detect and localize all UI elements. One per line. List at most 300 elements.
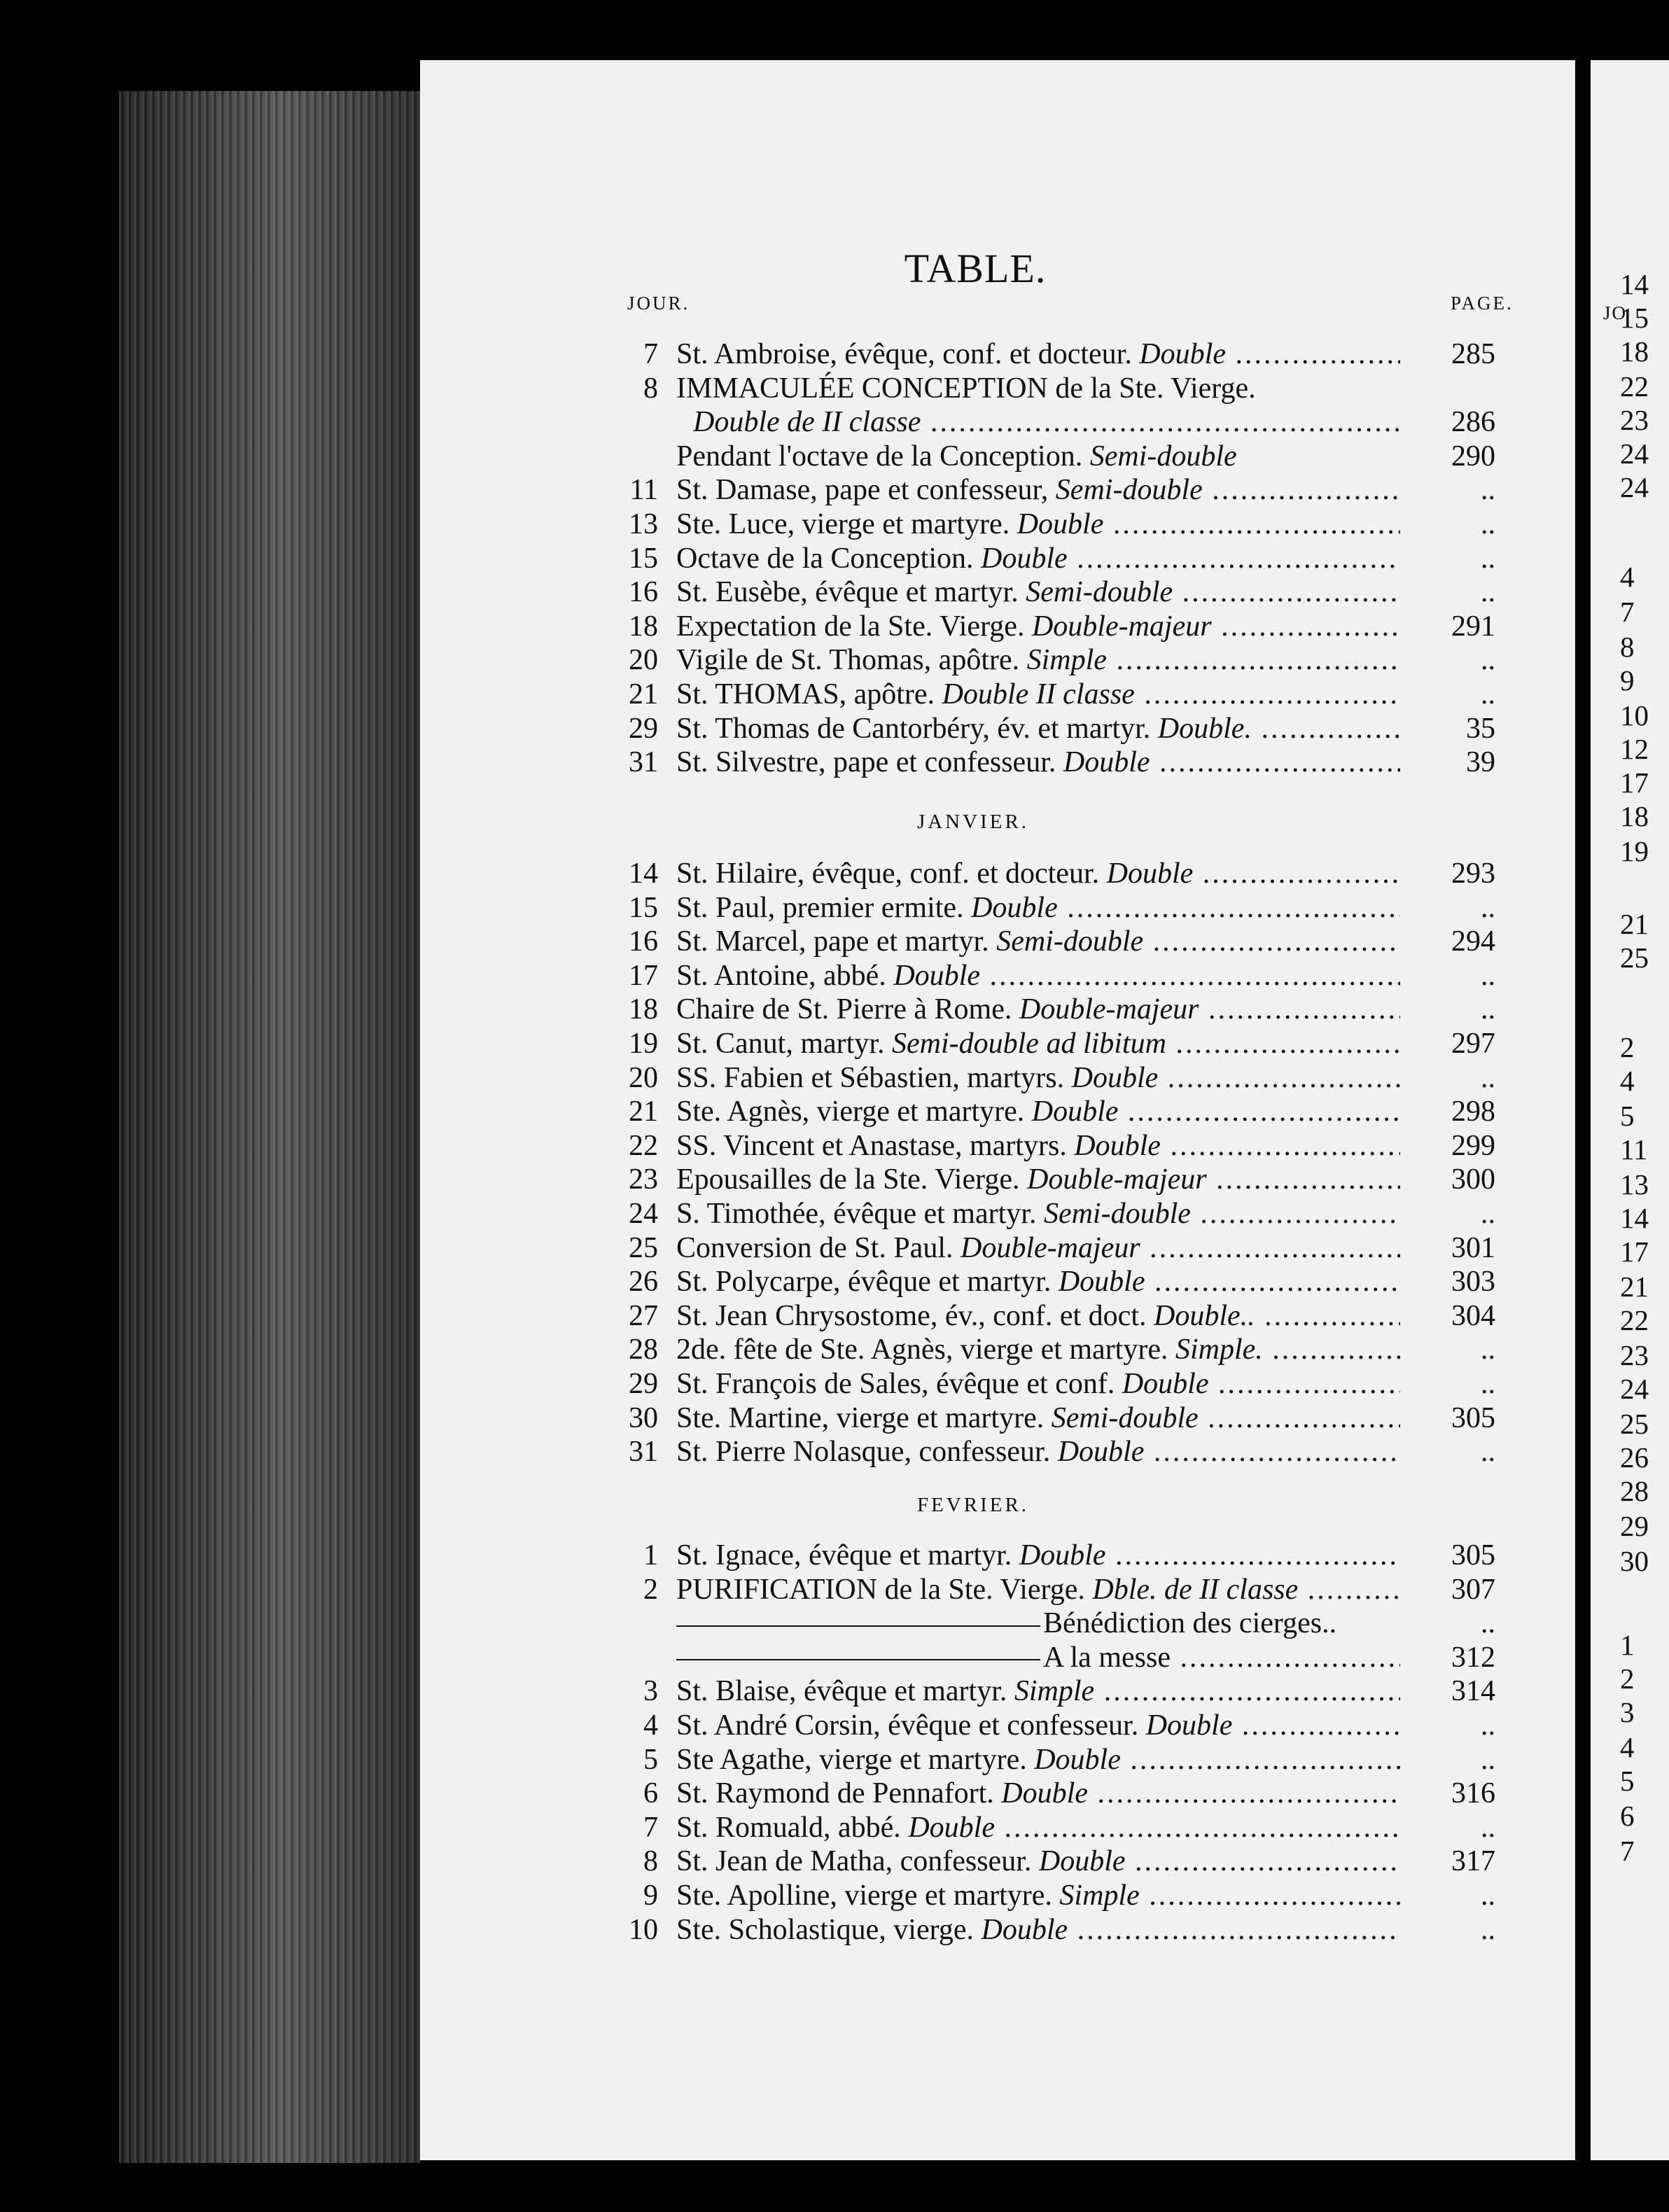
table-row xyxy=(616,1777,1498,1810)
adjacent-day-number: 3 xyxy=(1620,1696,1635,1728)
adjacent-day-number: 13 xyxy=(1620,1168,1649,1200)
entry-text xyxy=(676,1367,1400,1401)
entry-rank: Semi-double xyxy=(1051,1401,1199,1434)
entry-page: 316 xyxy=(1451,1777,1495,1810)
table-row xyxy=(616,1163,1498,1196)
entry-page: 291 xyxy=(1451,610,1495,643)
entry-name: 2de. fête de Ste. Agnès, vierge et martyre. xyxy=(676,1334,1168,1366)
adjacent-day-number: 21 xyxy=(1620,1270,1649,1303)
entry-text xyxy=(676,1674,1400,1708)
entry-text xyxy=(676,1743,1400,1777)
entry-rank: Simple xyxy=(1026,644,1107,677)
entry-name: Ste. Agnès, vierge et martyre. xyxy=(676,1096,1025,1128)
entry-text xyxy=(676,1299,1400,1333)
entry-text xyxy=(676,1844,1400,1878)
ditto-rule xyxy=(676,1659,1040,1660)
adjacent-day-number: 18 xyxy=(1620,800,1649,832)
adjacent-day-number: 30 xyxy=(1620,1545,1649,1577)
table-row xyxy=(616,1333,1498,1366)
entry-rank: Double xyxy=(1074,1129,1161,1162)
entry-name: Ste. Scholastique, vierge. xyxy=(676,1913,974,1946)
entry-name: Ste Agathe, vierge et martyre. xyxy=(676,1743,1027,1776)
entry-name: St. Jean Chrysostome, év., conf. et doct. xyxy=(676,1299,1147,1332)
entry-text xyxy=(676,1777,1400,1810)
entry-page: 285 xyxy=(1451,338,1495,370)
adjacent-day-number: 26 xyxy=(1620,1441,1649,1474)
entry-day: 1 xyxy=(643,1539,658,1572)
adjacent-day-number: 21 xyxy=(1620,908,1649,940)
entry-name: St. Paul, premier ermite. xyxy=(676,891,964,924)
table-row xyxy=(616,1879,1498,1912)
entry-name: St. Eusèbe, évêque et martyr. xyxy=(676,576,1019,609)
entry-text xyxy=(676,1539,1400,1572)
entry-page: .. xyxy=(1481,1334,1495,1366)
entry-rank: Double xyxy=(1034,1743,1121,1776)
adjacent-day-number: 17 xyxy=(1620,1236,1649,1268)
entry-day: 4 xyxy=(643,1709,658,1742)
table-row xyxy=(616,440,1498,473)
adjacent-day-number: 2 xyxy=(1620,1031,1635,1063)
entry-rank: Double-majeur xyxy=(1027,1163,1207,1196)
entry-rank: Double xyxy=(1106,858,1194,890)
entry-page: 294 xyxy=(1451,925,1495,958)
adjacent-day-number: 14 xyxy=(1620,268,1649,300)
table-row xyxy=(616,643,1498,677)
entry-name: St. Marcel, pape et martyr. xyxy=(676,925,989,958)
entry-rank: Double xyxy=(981,542,1068,575)
entry-rank: Double-majeur xyxy=(1031,610,1212,643)
entry-page: 303 xyxy=(1451,1266,1495,1298)
entry-text xyxy=(676,1231,1400,1265)
entry-day: 7 xyxy=(643,338,658,370)
entry-day: 23 xyxy=(629,1163,658,1196)
entry-text xyxy=(676,712,1400,746)
table-row xyxy=(616,1539,1498,1572)
adjacent-day-number: 24 xyxy=(1620,438,1649,470)
table-row xyxy=(616,925,1498,958)
entry-name: St. Polycarpe, évêque et martyr. xyxy=(676,1266,1052,1298)
page-title: TABLE. xyxy=(904,246,1047,291)
entry-text xyxy=(676,1709,1400,1742)
entry-page: .. xyxy=(1481,1198,1495,1230)
column-header-day: JOUR. xyxy=(627,293,690,314)
entry-day: 31 xyxy=(629,746,658,779)
entry-name: A la messe xyxy=(1043,1641,1171,1674)
entry-text xyxy=(676,1641,1400,1674)
entry-rank: Double. xyxy=(1157,712,1252,745)
entry-day: 29 xyxy=(629,712,658,745)
entry-rank: Semi-double ad libitum xyxy=(892,1028,1166,1060)
entry-text xyxy=(676,1163,1400,1196)
adjacent-day-number: 28 xyxy=(1620,1475,1649,1507)
entry-day: 25 xyxy=(629,1231,658,1264)
entry-day: 18 xyxy=(629,610,658,643)
entry-name: St. Silvestre, pape et confesseur. xyxy=(676,746,1056,779)
entry-rank: Double xyxy=(981,1913,1068,1946)
entry-rank: Double-majeur xyxy=(1019,993,1199,1026)
entry-page: 307 xyxy=(1451,1573,1495,1606)
month-heading: FEVRIER. xyxy=(916,1494,1030,1516)
adjacent-day-number: 4 xyxy=(1620,561,1635,593)
entry-page: 312 xyxy=(1451,1641,1495,1674)
entry-day: 2 xyxy=(643,1573,658,1606)
entry-page: .. xyxy=(1481,1879,1495,1912)
table-row xyxy=(616,959,1498,993)
entry-page: 39 xyxy=(1466,746,1495,779)
entry-day: 8 xyxy=(643,372,658,405)
entry-rank: Simple xyxy=(1059,1879,1140,1912)
table-row xyxy=(616,542,1498,575)
entry-rank: Semi-double xyxy=(1089,440,1237,472)
entry-rank: Double de II classe xyxy=(693,406,921,439)
entry-name: Epousailles de la Ste. Vierge. xyxy=(676,1163,1020,1196)
entry-text xyxy=(676,542,1400,575)
table-row xyxy=(616,1674,1498,1708)
entry-rank: Double II classe xyxy=(942,678,1135,710)
adjacent-day-number: 29 xyxy=(1620,1510,1649,1542)
entry-page: .. xyxy=(1481,508,1495,540)
entry-page: .. xyxy=(1481,891,1495,924)
entry-name: Vigile de St. Thomas, apôtre. xyxy=(676,644,1020,677)
table-row xyxy=(616,1061,1498,1095)
entry-page: .. xyxy=(1481,542,1495,575)
entry-day: 26 xyxy=(629,1266,658,1298)
entry-page: .. xyxy=(1481,1811,1495,1844)
entry-text xyxy=(676,1573,1400,1606)
entry-name: SS. Fabien et Sébastien, martyrs. xyxy=(676,1061,1065,1094)
entry-day: 21 xyxy=(629,678,658,710)
entry-day: 20 xyxy=(629,644,658,677)
adjacent-day-number: 24 xyxy=(1620,471,1649,503)
entry-text xyxy=(676,643,1400,677)
entry-page: .. xyxy=(1481,576,1495,609)
entry-day: 16 xyxy=(629,925,658,958)
adjacent-day-number: 11 xyxy=(1620,1133,1648,1166)
table-row xyxy=(616,372,1498,405)
entry-day: 8 xyxy=(643,1845,658,1878)
entry-rank: Double xyxy=(1031,1096,1119,1128)
table-row xyxy=(616,507,1498,541)
entry-day: 28 xyxy=(629,1334,658,1366)
entry-page: 305 xyxy=(1451,1539,1495,1572)
entry-page: 286 xyxy=(1451,406,1495,439)
entry-rank: Double-majeur xyxy=(961,1231,1140,1264)
entry-name: St. Blaise, évêque et martyr. xyxy=(676,1675,1007,1708)
entry-text xyxy=(676,337,1400,371)
table-row xyxy=(616,1231,1498,1265)
entry-name: St. Romuald, abbé. xyxy=(676,1811,901,1844)
entry-text xyxy=(676,1265,1400,1298)
entry-text xyxy=(676,1435,1400,1469)
entry-text xyxy=(676,746,1400,779)
entry-page: .. xyxy=(1481,959,1495,992)
entry-page: .. xyxy=(1481,1743,1495,1776)
adjacent-day-number: 8 xyxy=(1620,631,1635,663)
entry-text xyxy=(676,575,1400,609)
entry-text xyxy=(676,1606,1400,1640)
table-row xyxy=(616,1367,1498,1401)
adjacent-day-number: 4 xyxy=(1620,1065,1635,1097)
table-row xyxy=(616,1435,1498,1469)
entry-text xyxy=(676,678,1400,711)
month-heading: JANVIER. xyxy=(916,811,1030,833)
entry-page: 299 xyxy=(1451,1129,1495,1162)
entry-rank: Double xyxy=(1001,1777,1088,1810)
entry-name: St. THOMAS, apôtre. xyxy=(676,678,935,710)
table-row xyxy=(616,678,1498,711)
adjacent-day-number: 10 xyxy=(1620,699,1649,732)
entry-name: Octave de la Conception. xyxy=(676,542,974,575)
adjacent-day-number: 7 xyxy=(1620,1835,1635,1867)
entry-text xyxy=(676,1879,1400,1912)
ditto-rule xyxy=(676,1625,1040,1627)
entry-page: 35 xyxy=(1466,712,1495,745)
table-row xyxy=(616,1709,1498,1742)
entry-rank: Semi-double xyxy=(1026,576,1173,609)
table-row xyxy=(616,1401,1498,1435)
entry-page: 290 xyxy=(1451,440,1495,472)
table-row xyxy=(616,746,1498,779)
entry-rank: Double xyxy=(1058,1266,1145,1298)
entry-page: 301 xyxy=(1451,1231,1495,1264)
table-row xyxy=(616,1743,1498,1777)
entry-rank: Double xyxy=(1071,1061,1159,1094)
adjacent-day-number: 25 xyxy=(1620,1408,1649,1440)
entry-text xyxy=(676,993,1400,1026)
entry-rank: Double.. xyxy=(1154,1299,1255,1332)
entry-day: 13 xyxy=(629,508,658,540)
adjacent-page-header: JO xyxy=(1603,302,1628,323)
entry-name: Pendant l'octave de la Conception. xyxy=(676,440,1083,472)
adjacent-day-number: 14 xyxy=(1620,1202,1649,1234)
entry-rank: Simple xyxy=(1014,1675,1095,1708)
entry-day: 5 xyxy=(643,1743,658,1776)
entry-rank: Double xyxy=(1057,1436,1145,1469)
entry-page: 305 xyxy=(1451,1401,1495,1434)
entry-text xyxy=(676,507,1400,541)
entry-page: 298 xyxy=(1451,1096,1495,1128)
entry-name: Ste. Martine, vierge et martyre. xyxy=(676,1401,1045,1434)
entry-day: 27 xyxy=(629,1299,658,1332)
adjacent-day-number: 22 xyxy=(1620,370,1649,402)
entry-rank: Double xyxy=(1122,1368,1209,1400)
entry-day: 29 xyxy=(629,1368,658,1400)
entry-name: St. Ambroise, évêque, conf. et docteur. xyxy=(676,338,1132,370)
table-row xyxy=(616,1027,1498,1060)
entry-rank: Simple. xyxy=(1175,1334,1263,1366)
entry-day: 6 xyxy=(643,1777,658,1810)
entry-day: 19 xyxy=(629,1028,658,1060)
entry-day: 9 xyxy=(643,1879,658,1912)
entry-text xyxy=(676,440,1400,473)
entry-name: St. Jean de Matha, confesseur. xyxy=(676,1845,1032,1878)
entry-page: 304 xyxy=(1451,1299,1495,1332)
entry-rank: Double xyxy=(1139,338,1226,370)
entry-day: 11 xyxy=(629,474,658,507)
adjacent-day-number: 25 xyxy=(1620,941,1649,974)
table-row xyxy=(616,575,1498,609)
entry-day: 17 xyxy=(629,959,658,992)
entry-day: 31 xyxy=(629,1436,658,1469)
entry-text xyxy=(676,891,1400,925)
table-row xyxy=(616,1641,1498,1674)
entry-page: 314 xyxy=(1451,1675,1495,1708)
entry-text xyxy=(676,372,1490,405)
entry-day: 24 xyxy=(629,1198,658,1230)
entry-rank: Semi-double xyxy=(996,925,1144,958)
adjacent-day-number: 15 xyxy=(1620,302,1649,334)
entry-text xyxy=(676,857,1400,890)
adjacent-day-number: 24 xyxy=(1620,1373,1649,1405)
entry-name: Ste. Luce, vierge et martyre. xyxy=(676,508,1010,540)
entry-name: Chaire de St. Pierre à Rome. xyxy=(676,993,1012,1026)
entry-name: St. Canut, martyr. xyxy=(676,1028,885,1060)
entry-name: PURIFICATION de la Ste. Vierge. xyxy=(676,1573,1085,1606)
adjacent-day-number: 23 xyxy=(1620,404,1649,436)
entry-text xyxy=(676,1197,1400,1231)
adjacent-day-number: 2 xyxy=(1620,1662,1635,1695)
entry-rank: Double xyxy=(1019,1539,1106,1572)
table-row xyxy=(616,1299,1498,1333)
entry-text xyxy=(676,1811,1400,1844)
entry-rank: Double xyxy=(908,1811,995,1844)
entry-page: .. xyxy=(1481,993,1495,1026)
adjacent-day-number: 19 xyxy=(1620,835,1649,867)
entry-text xyxy=(676,1027,1400,1060)
entry-page: 297 xyxy=(1451,1028,1495,1060)
table-row xyxy=(616,1606,1498,1640)
adjacent-day-number: 6 xyxy=(1620,1800,1635,1832)
entry-page: .. xyxy=(1481,1709,1495,1742)
entry-page: .. xyxy=(1481,644,1495,677)
entry-text xyxy=(676,1061,1400,1095)
table-row xyxy=(616,1913,1498,1947)
table-row xyxy=(616,1844,1498,1878)
entry-name: St. François de Sales, évêque et conf. xyxy=(676,1368,1115,1400)
table-row xyxy=(616,712,1498,746)
adjacent-day-number: 18 xyxy=(1620,335,1649,368)
entry-page: 317 xyxy=(1451,1845,1495,1878)
entry-text xyxy=(676,1401,1400,1435)
entry-name: St. Damase, pape et confesseur, xyxy=(676,474,1049,507)
entry-page: .. xyxy=(1481,474,1495,507)
table-row xyxy=(616,1129,1498,1163)
entry-rank: Double xyxy=(1063,746,1150,779)
entry-name: Conversion de St. Paul. xyxy=(676,1231,954,1264)
entry-day: 30 xyxy=(629,1401,658,1434)
entry-day: 7 xyxy=(643,1811,658,1844)
adjacent-day-number: 22 xyxy=(1620,1304,1649,1336)
entry-day: 18 xyxy=(629,993,658,1026)
entry-text xyxy=(676,1095,1400,1128)
entry-text xyxy=(676,1913,1400,1947)
table-row xyxy=(616,1095,1498,1128)
entry-rank: Semi-double xyxy=(1043,1198,1191,1230)
entry-name: IMMACULÉE CONCEPTION de la Ste. Vierge. xyxy=(676,372,1256,405)
adjacent-day-number: 1 xyxy=(1620,1629,1635,1661)
adjacent-day-number: 17 xyxy=(1620,766,1649,799)
entry-page: .. xyxy=(1481,1436,1495,1469)
entry-text xyxy=(676,473,1400,507)
table-row xyxy=(616,337,1498,371)
entry-name: St. Ignace, évêque et martyr. xyxy=(676,1539,1012,1572)
adjacent-day-number: 23 xyxy=(1620,1339,1649,1371)
entry-page: .. xyxy=(1481,1061,1495,1094)
entry-text xyxy=(676,959,1400,993)
entry-text xyxy=(676,1129,1400,1163)
entry-page: .. xyxy=(1481,1368,1495,1400)
entry-page: .. xyxy=(1481,1913,1495,1946)
entry-name: St. Antoine, abbé. xyxy=(676,959,886,992)
table-row xyxy=(616,857,1498,890)
entry-day: 15 xyxy=(629,891,658,924)
table-row xyxy=(616,1573,1498,1606)
table-row xyxy=(616,1197,1498,1231)
table-row xyxy=(616,473,1498,507)
entry-name: S. Timothée, évêque et martyr. xyxy=(676,1198,1037,1230)
entry-name: St. Hilaire, évêque, conf. et docteur. xyxy=(676,858,1100,890)
entry-name: St. André Corsin, évêque et confesseur. xyxy=(676,1709,1139,1742)
adjacent-day-number: 12 xyxy=(1620,733,1649,765)
table-row xyxy=(616,1265,1498,1298)
entry-name: Ste. Apolline, vierge et martyre. xyxy=(676,1879,1052,1912)
entry-rank: Dble. de II classe xyxy=(1092,1573,1299,1606)
adjacent-day-number: 5 xyxy=(1620,1100,1635,1132)
table-row xyxy=(616,610,1498,643)
entry-name: Bénédiction des cierges.. xyxy=(1043,1607,1337,1640)
entry-rank: Double xyxy=(1145,1709,1233,1742)
entry-day: 21 xyxy=(629,1096,658,1128)
adjacent-day-number: 9 xyxy=(1620,664,1635,696)
entry-rank: Semi-double xyxy=(1055,474,1203,507)
entry-day: 16 xyxy=(629,576,658,609)
adjacent-day-number: 4 xyxy=(1620,1731,1635,1763)
entry-name: St. Pierre Nolasque, confesseur. xyxy=(676,1436,1051,1469)
entry-text xyxy=(676,610,1400,643)
entry-page: .. xyxy=(1481,1607,1495,1640)
entry-text xyxy=(693,405,1400,439)
table-row xyxy=(616,891,1498,925)
entry-day: 20 xyxy=(629,1061,658,1094)
entry-rank: Double xyxy=(1038,1845,1126,1878)
adjacent-day-number: 7 xyxy=(1620,596,1635,628)
entry-name: Expectation de la Ste. Vierge. xyxy=(676,610,1025,643)
entry-page: .. xyxy=(1481,678,1495,710)
entry-day: 14 xyxy=(629,858,658,890)
entry-name: St. Raymond de Pennafort. xyxy=(676,1777,994,1810)
entry-text xyxy=(676,925,1400,958)
entry-text xyxy=(676,1333,1400,1366)
adjacent-page xyxy=(1591,60,1669,2160)
table-row xyxy=(616,405,1498,439)
entry-rank: Double xyxy=(893,959,980,992)
adjacent-day-number: 5 xyxy=(1620,1765,1635,1797)
entry-name: SS. Vincent et Anastase, martyrs. xyxy=(676,1129,1067,1162)
table-row xyxy=(616,1811,1498,1844)
book-spine xyxy=(119,91,420,2163)
entry-rank: Double xyxy=(1017,508,1104,540)
entry-page: 300 xyxy=(1451,1163,1495,1196)
entry-day: 3 xyxy=(643,1675,658,1708)
table-row xyxy=(616,993,1498,1026)
entry-day: 10 xyxy=(629,1913,658,1946)
column-header-page: PAGE. xyxy=(1451,293,1514,314)
entry-page: 293 xyxy=(1451,858,1495,890)
entry-day: 22 xyxy=(629,1129,658,1162)
entry-name: St. Thomas de Cantorbéry, év. et martyr. xyxy=(676,712,1151,745)
entry-rank: Double xyxy=(971,891,1058,924)
entry-day: 15 xyxy=(629,542,658,575)
